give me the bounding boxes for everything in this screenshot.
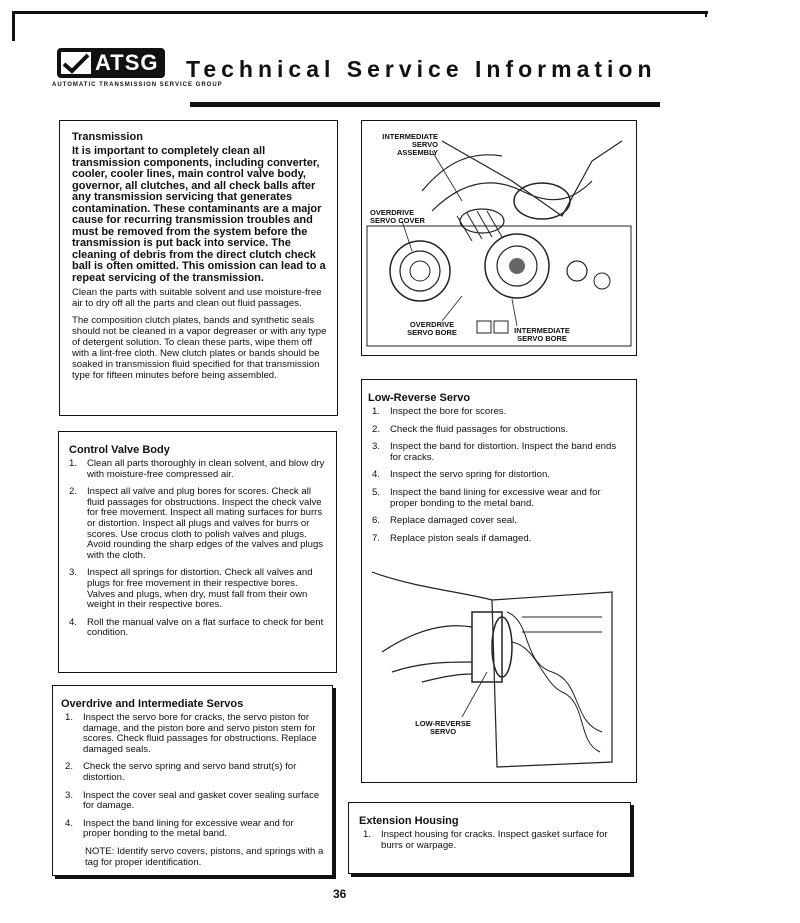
step-number: 1. — [363, 829, 372, 840]
step-number: 2. — [65, 761, 74, 773]
header-rule — [190, 102, 660, 107]
checkmark-logo-icon — [61, 52, 91, 74]
step-text: Inspect the bore for scores. — [390, 406, 507, 417]
step-text: Inspect the servo spring for distortion. — [390, 469, 550, 481]
step-text: Roll the manual valve on a flat surface to check for bent condition. — [87, 616, 324, 639]
step-text: Inspect the band lining for excessive wear and for proper bonding to the metal band. — [390, 486, 601, 509]
label-low-reverse-servo: LOW-REVERSE SERVO — [415, 719, 471, 736]
transmission-para-1: Clean the parts with suitable solvent and use moisture-free air to dry off all the parts and clean out fluid passages. — [72, 287, 322, 309]
step-number: 1. — [65, 712, 74, 723]
right-border-tick — [705, 11, 707, 17]
step-text: Clean all parts thoroughly in clean solvent, and blow dry with moisture-free compressed air. — [87, 458, 325, 480]
logo-text: ATSG — [95, 50, 159, 75]
control-valve-panel — [58, 431, 337, 673]
step-number: 5. — [372, 486, 381, 498]
extension-panel — [348, 802, 631, 874]
logo-subtext: AUTOMATIC TRANSMISSION SERVICE GROUP — [52, 82, 223, 88]
overdrive-step — [61, 762, 324, 783]
extension-step — [359, 830, 622, 851]
control-valve-step — [65, 459, 328, 480]
low-reverse-step — [368, 470, 628, 481]
step-number: 3. — [69, 567, 78, 579]
top-border-rule — [12, 11, 708, 14]
step-text: Replace damaged cover seal. — [390, 515, 517, 527]
step-text: Check the servo spring and servo band strut(s) for distortion. — [83, 761, 297, 783]
label-intermediate-servo-assembly: INTERMEDIATE SERVO ASSEMBLY — [382, 132, 438, 157]
page-title: Technical Service Information — [186, 56, 657, 82]
label-overdrive-servo-bore: OVERDRIVE SERVO BORE — [407, 320, 457, 337]
low-reverse-step — [368, 516, 628, 527]
overdrive-step — [61, 713, 324, 755]
transmission-bold-text: It is important to completely clean all transmission components, including converter, cooler, cooler lines, main control valve body, governor, all clutches, and all check balls after any transmission servicing that generates contamination. These contaminants are a major cause for recurring transmission troubles and must be removed from the system before the transmission is put back into service. The cleaning of debris from the direct clutch check ball is often omitted. This omission can lead to a repeat servicing of the transmission. — [72, 145, 326, 284]
step-number: 3. — [65, 789, 74, 801]
step-number: 2. — [69, 486, 78, 498]
overdrive-step — [61, 819, 324, 840]
overdrive-note: NOTE: Identify servo covers, pistons, and springs with a tag for proper identification. — [85, 845, 324, 868]
low-reverse-title: Low-Reverse Servo — [368, 392, 471, 404]
overdrive-step — [61, 791, 324, 812]
step-number: 4. — [65, 817, 74, 829]
transmission-title: Transmission — [72, 131, 143, 143]
control-valve-step — [65, 487, 328, 561]
low-reverse-step — [368, 488, 628, 509]
step-number: 3. — [372, 441, 381, 453]
low-reverse-panel — [361, 379, 637, 783]
transmission-panel — [59, 120, 338, 416]
control-valve-steps — [65, 459, 328, 639]
step-number: 4. — [372, 469, 381, 481]
page-number: 36 — [333, 887, 347, 901]
control-valve-step — [65, 618, 328, 639]
step-text: Inspect housing for cracks. Inspect gasket surface for burrs or warpage. — [381, 829, 608, 851]
low-reverse-step — [368, 407, 628, 418]
transmission-para-2: The composition clutch plates, bands and synthetic seals should not be cleaned in a vapor degreaser or with any type of detergent solution. To clean these parts, wipe them off with a lint-free cloth. New clutch plates or bands should be soaked in transmission fluid specified for that transmission type for fifteen minutes before being assembled. — [72, 315, 327, 381]
low-reverse-step — [368, 425, 628, 436]
step-text: Inspect the servo bore for cracks, the servo piston for damage, and the piston bore and servo piston stem for scores. Check fluid passages for obstructions. Replace damaged seals. — [83, 712, 317, 755]
step-number: 2. — [372, 423, 381, 435]
extension-title: Extension Housing — [359, 815, 459, 827]
low-reverse-steps — [368, 407, 628, 544]
label-intermediate-servo-bore: INTERMEDIATE SERVO BORE — [512, 327, 572, 343]
step-text: Inspect the cover seal and gasket cover sealing surface for damage. — [83, 789, 320, 812]
step-text: Inspect the band lining for excessive wear and for proper bonding to the metal band. — [83, 817, 294, 840]
step-number: 6. — [372, 515, 381, 527]
overdrive-title: Overdrive and Intermediate Servos — [61, 698, 244, 710]
step-number: 7. — [372, 532, 381, 544]
low-reverse-step — [368, 534, 628, 545]
overdrive-panel — [52, 685, 333, 876]
low-reverse-illustration — [362, 562, 636, 772]
left-border-rule — [12, 11, 15, 41]
step-text: Check the fluid passages for obstructions. — [390, 423, 569, 435]
step-text: Inspect all valve and plug bores for scores. Check all fluid passages for obstructions. Inspect the check valve for free movement. Inspect all mating surfaces for burrs or distortion. Inspect all plugs and valves for burrs or scores. Use crocus cloth to polish valves and plugs. Avoid rounding the sharp edges of the valves and plugs with the cloth. — [87, 486, 324, 561]
extension-steps — [359, 830, 622, 851]
step-number: 1. — [69, 458, 78, 469]
low-reverse-step — [368, 442, 628, 463]
label-overdrive-servo-cover: OVERDRIVE SERVO COVER — [370, 208, 425, 225]
overdrive-steps — [61, 713, 324, 840]
step-number: 1. — [372, 406, 381, 417]
servo-assembly-figure — [361, 120, 637, 356]
control-valve-title: Control Valve Body — [69, 444, 170, 456]
step-text: Inspect the band for distortion. Inspect the band ends for cracks. — [390, 441, 617, 463]
step-text: Inspect all springs for distortion. Check all valves and plugs for free movement in their respective bores. Valves and plugs, when dry, must fall from their own weight in their respective bores. — [87, 567, 313, 611]
control-valve-step — [65, 568, 328, 610]
step-text: Replace piston seals if damaged. — [390, 532, 532, 544]
step-number: 4. — [69, 616, 78, 628]
